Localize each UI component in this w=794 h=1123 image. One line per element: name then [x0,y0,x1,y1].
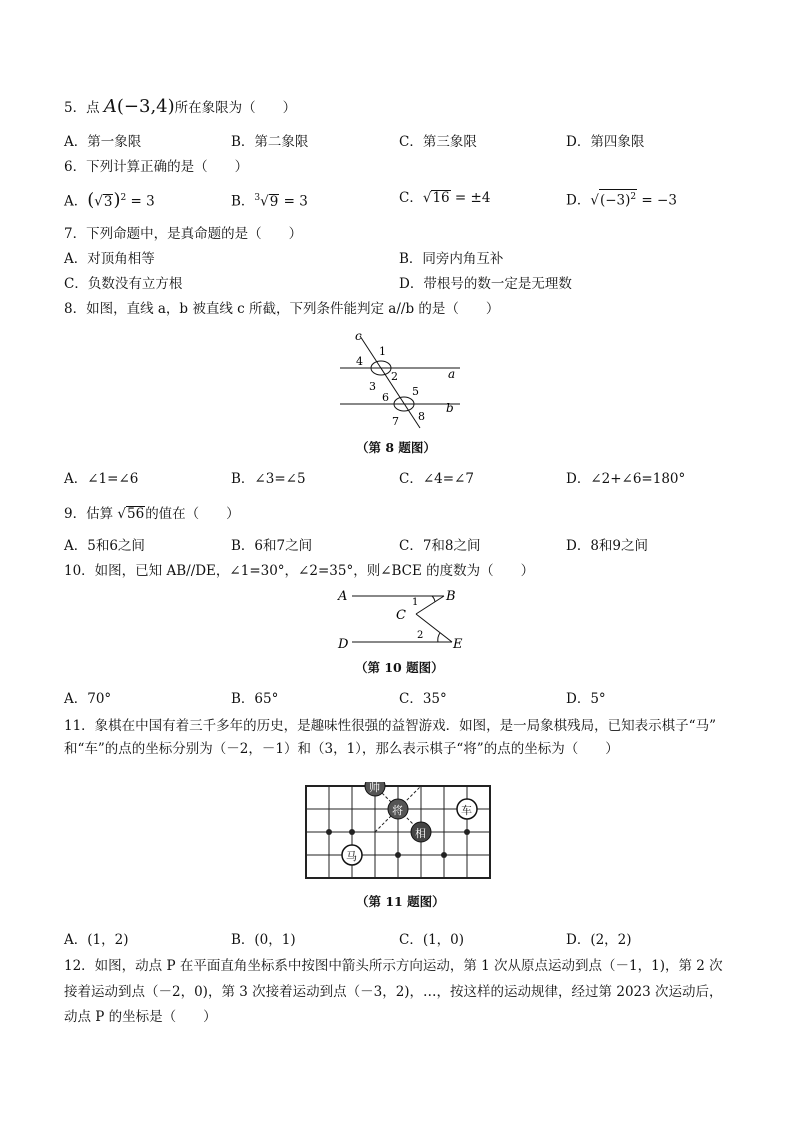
q7-option-a[interactable]: A．对顶角相等 [64,251,155,267]
q10-label-C: C [396,608,406,623]
q5-option-d[interactable]: D．第四象限 [566,134,645,150]
q11-option-c[interactable]: C．(1，0) [399,932,465,948]
q8-label-c: c [355,330,362,343]
q10-option-b[interactable]: B．65° [231,691,279,707]
q9-option-d[interactable]: D．8和9之间 [566,538,649,554]
q5-option-a[interactable]: A．第一象限 [64,134,142,150]
q5-option-b[interactable]: B．第二象限 [231,134,309,150]
q10-arc-1 [432,596,435,602]
q5-point-var: A [103,96,117,117]
q5-point-coord: (−3,4) [116,96,175,117]
question-12-line2: 接着运动到点（－2，0)，第 3 次接着运动到点（－3，2)，…，按这样的运动规律，经过第 2023 次运动后， [64,984,723,1000]
q8-option-b[interactable]: B．∠3=∠5 [231,471,306,487]
q8-angle-1: 1 [379,345,386,358]
q10-label-A: A [338,589,348,604]
q9-option-b[interactable]: B．6和7之间 [231,538,313,554]
q6-option-b[interactable]: B．$^3$√9 = 3 [231,193,308,210]
q10-seg-bc [416,596,444,614]
question-11-line2: 和“车”的点的坐标分别为（－2，－1）和（3，1），那么表示棋子“将”的点的坐标为（ ） [64,741,619,757]
q10-label-B: B [446,589,456,604]
q10-label-E: E [453,637,463,652]
q5-number: 5．点 [64,100,104,116]
svg-text:将: 将 [392,804,403,817]
q6-option-c[interactable]: C．√16 = ±4 [399,190,491,206]
q11-option-b[interactable]: B．(0，1) [231,932,296,948]
svg-text:车: 车 [461,804,472,817]
q8-caption: （第 8 题图） [356,440,436,455]
q11-piece-ma [342,845,362,865]
q8-label-b: b [446,401,454,415]
q10-option-c[interactable]: C．35° [399,691,447,707]
q8-option-a[interactable]: A．∠1=∠6 [64,471,139,487]
question-7-stem: 7．下列命题中，是真命题的是（ ） [64,226,303,242]
q5-tail: 所在象限为（ ） [174,100,297,116]
q10-figure [332,584,472,656]
question-12-line3: 动点 P 的坐标是（ ） [64,1009,217,1025]
q8-angle-6: 6 [382,391,389,404]
q8-angle-7: 7 [392,415,399,428]
question-10-stem: 10．如图，已知 AB//DE，∠1=30°，∠2=35°，则∠BCE 的度数为（ ） [64,563,535,579]
question-5-stem [64,98,296,117]
q8-angle-3: 3 [369,380,376,393]
q10-option-a[interactable]: A．70° [64,691,112,707]
question-11-line1: 11．象棋在中国有着三千多年的历史，是趣味性很强的益智游戏．如图，是一局象棋残局，已知表示棋子“马” [64,718,716,734]
q11-caption: （第 11 题图） [356,894,445,909]
q7-option-c[interactable]: C．负数没有立方根 [64,276,183,292]
q10-angle-2: 2 [417,630,424,641]
q11-piece-shuai [365,782,385,796]
q11-piece-xiang [411,822,431,842]
q9-option-a[interactable]: A．5和6之间 [64,538,145,554]
question-12-line1: 12．如图，动点 P 在平面直角坐标系中按图中箭头所示方向运动，第 1 次从原点运动到点（－1，1)，第 2 次 [64,958,723,974]
q11-piece-che [457,799,477,819]
q10-option-d[interactable]: D．5° [566,691,606,707]
question-6-stem: 6．下列计算正确的是（ ） [64,159,249,175]
q8-angle-8: 8 [418,410,425,423]
question-8-stem: 8．如图，直线 a，b 被直线 c 所截，下列条件能判定 a//b 的是（ ） [64,301,500,317]
q9-radicand: 56 [127,506,145,522]
q11-chessboard [302,782,496,882]
svg-text:马: 马 [346,850,357,863]
q6-option-a[interactable]: A．$(√3)^2 = 3$ [64,189,155,211]
q8-angle-2: 2 [391,370,398,383]
svg-text:相: 相 [415,827,426,840]
q9-option-c[interactable]: C．7和8之间 [399,538,481,554]
q8-figure [330,330,470,430]
q10-caption: （第 10 题图） [355,660,444,675]
q7-option-b[interactable]: B．同旁内角互补 [399,251,504,267]
q10-label-D: D [338,637,349,652]
q11-option-a[interactable]: A．(1，2) [64,932,129,948]
question-9-stem: 9．估算 √56的值在（ ） [64,506,240,522]
svg-text:帅: 帅 [369,782,380,794]
q11-option-d[interactable]: D．(2，2) [566,932,632,948]
q5-option-c[interactable]: C．第三象限 [399,134,477,150]
q8-option-d[interactable]: D．∠2+∠6=180° [566,471,686,487]
q8-angle-5: 5 [412,385,419,398]
q8-label-a: a [448,367,456,381]
q10-angle-1: 1 [412,597,419,608]
q7-option-d[interactable]: D．带根号的数一定是无理数 [399,276,572,292]
q6-option-d[interactable]: D．$√(-3)^2 = -3$ [566,189,677,210]
q10-arc-2 [438,633,440,642]
q8-option-c[interactable]: C．∠4=∠7 [399,471,474,487]
q8-angle-4: 4 [356,355,363,368]
q11-piece-jiang [388,799,408,819]
